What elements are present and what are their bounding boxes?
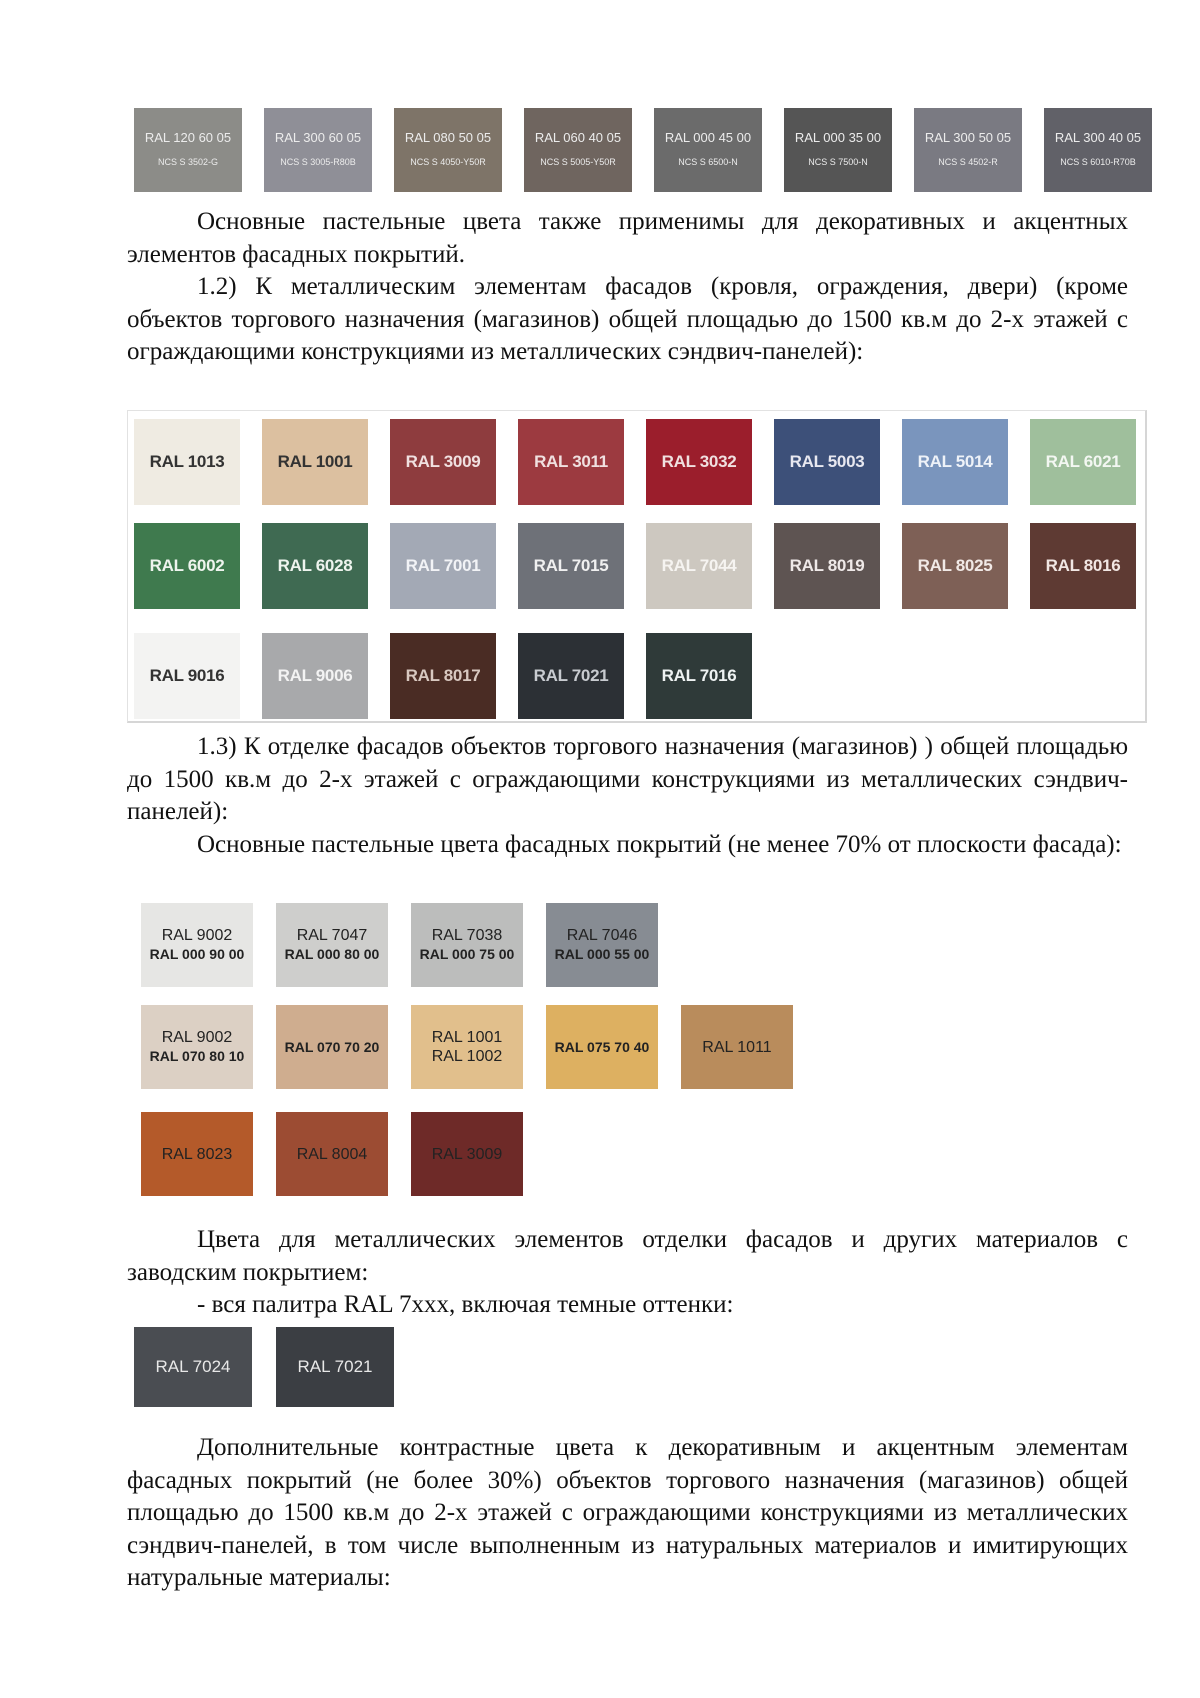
- color-swatch: RAL 3032: [646, 419, 752, 505]
- color-swatch: RAL 8019: [774, 523, 880, 609]
- swatch-label: RAL 9002: [161, 1029, 233, 1046]
- color-swatch: [134, 108, 242, 192]
- pastel-swatch-row: [141, 1112, 523, 1196]
- swatch-ncs-label: NCS S 3502-G: [157, 156, 219, 167]
- paragraph-text: 1.3) К отделке фасадов объектов торгового назначения (магазинов) ) общей площадью до 1500 кв.м до 2-х этажей с ограждающими конструкциями из металлических сэндвич-панелей):: [127, 733, 1128, 825]
- swatch-label: RAL 1001: [431, 1029, 503, 1046]
- color-swatch: [276, 1005, 388, 1089]
- color-swatch: [914, 108, 1022, 192]
- paragraph-text: Основные пастельные цвета фасадных покрытий (не менее 70% от плоскости фасада):: [197, 831, 1122, 858]
- swatch-label: RAL 8023: [161, 1145, 233, 1163]
- color-swatch: RAL 7001: [390, 523, 496, 609]
- color-swatch: RAL 7044: [646, 523, 752, 609]
- swatch-ral-label: RAL 000 35 00: [794, 129, 882, 145]
- swatch-label: RAL 8004: [296, 1145, 368, 1163]
- color-swatch: RAL 3009: [390, 419, 496, 505]
- paragraph-text: Цвета для металлических элементов отделки фасадов и других материалов с заводским покрытием:: [127, 1226, 1128, 1286]
- swatch-label: RAL 1011: [702, 1038, 772, 1056]
- swatch-ncs-label: NCS S 3005-R80B: [280, 156, 356, 167]
- color-swatch: RAL 7021: [518, 633, 624, 719]
- color-swatch: [264, 108, 372, 192]
- color-swatch: [411, 1112, 523, 1196]
- color-swatch: RAL 8016: [1030, 523, 1136, 609]
- swatch-ral-label: RAL 080 50 05: [404, 129, 492, 145]
- color-swatch: [546, 1005, 658, 1089]
- paragraph-text: Основные пастельные цвета также применимы для декоративных и акцентных элементов фасадных покрытий.: [127, 208, 1128, 268]
- color-swatch: RAL 5014: [902, 419, 1008, 505]
- color-swatch: RAL 6028: [262, 523, 368, 609]
- swatch-sublabel: RAL 000 75 00: [419, 946, 515, 962]
- color-swatch: RAL 7021: [276, 1327, 394, 1407]
- color-swatch: RAL 9016: [134, 633, 240, 719]
- color-swatch: RAL 6002: [134, 523, 240, 609]
- swatch-sublabel: RAL 1002: [431, 1048, 503, 1065]
- color-swatch: RAL 8025: [902, 523, 1008, 609]
- color-swatch: RAL 5003: [774, 419, 880, 505]
- color-swatch: RAL 1001: [262, 419, 368, 505]
- color-swatch: [411, 903, 523, 987]
- color-swatch: RAL 7016: [646, 633, 752, 719]
- swatch-sublabel: RAL 000 90 00: [149, 946, 245, 962]
- pastel-swatch-row: [141, 903, 658, 987]
- color-swatch: [784, 108, 892, 192]
- paragraph-pastel-note: [127, 206, 1128, 271]
- color-swatch: RAL 8017: [390, 633, 496, 719]
- paragraph-text: - вся палитра RAL 7ххх, включая темные оттенки:: [197, 1291, 734, 1318]
- metal-swatch-row: [134, 633, 752, 719]
- color-swatch: [141, 1005, 253, 1089]
- swatch-ncs-label: NCS S 6500-N: [678, 156, 738, 167]
- ral-ncs-swatch-row: [134, 108, 1152, 192]
- paragraph-pastel-main: [127, 829, 1128, 862]
- color-swatch: RAL 9006: [262, 633, 368, 719]
- color-swatch: RAL 7015: [518, 523, 624, 609]
- swatch-label: RAL 3009: [431, 1145, 503, 1163]
- swatch-ncs-label: NCS S 7500-N: [808, 156, 868, 167]
- swatch-label: RAL 9002: [161, 927, 233, 944]
- swatch-label: RAL 075 70 40: [554, 1038, 650, 1055]
- swatch-label: RAL 7047: [296, 927, 368, 944]
- paragraph-text: Дополнительные контрастные цвета к декоративным и акцентным элементам фасадных покрытий (не более 30%) объектов торгового назначения (магазинов) общей площадью до 1500 кв.м до 2-х этажей с ограждающими конструкциями из металлических сэндвич-панелей, в том числе выполненным из натуральных материалов и имитирующих натуральные материалы:: [127, 1434, 1128, 1591]
- swatch-ncs-label: NCS S 4502-R: [938, 156, 998, 167]
- paragraph-retail-facades: [127, 731, 1128, 829]
- color-swatch: [654, 108, 762, 192]
- metal-swatch-row: [134, 419, 1136, 505]
- color-swatch: [276, 903, 388, 987]
- paragraph-contrast-colors: [127, 1432, 1128, 1595]
- color-swatch: [524, 108, 632, 192]
- paragraph-metal-factory-coating: [127, 1224, 1128, 1289]
- color-swatch: [1044, 108, 1152, 192]
- swatch-sublabel: RAL 000 80 00: [284, 946, 380, 962]
- swatch-sublabel: RAL 000 55 00: [554, 946, 650, 962]
- color-swatch: RAL 1013: [134, 419, 240, 505]
- paragraph-metal-elements: [127, 271, 1128, 369]
- color-swatch: [276, 1112, 388, 1196]
- ral7-swatch-row: [134, 1327, 394, 1407]
- swatch-ncs-label: NCS S 6010-R70B: [1060, 156, 1136, 167]
- swatch-label: RAL 070 70 20: [284, 1038, 380, 1055]
- metal-swatch-row: [134, 523, 1136, 609]
- swatch-ral-label: RAL 300 40 05: [1054, 129, 1142, 145]
- swatch-label: RAL 7046: [566, 927, 638, 944]
- color-swatch: [141, 1112, 253, 1196]
- swatch-ral-label: RAL 120 60 05: [144, 129, 232, 145]
- swatch-label: RAL 7038: [431, 927, 503, 944]
- swatch-sublabel: RAL 070 80 10: [149, 1048, 245, 1064]
- swatch-ral-label: RAL 300 50 05: [924, 129, 1012, 145]
- color-swatch: [394, 108, 502, 192]
- swatch-ncs-label: NCS S 5005-Y50R: [540, 156, 616, 167]
- paragraph-text: 1.2) К металлическим элементам фасадов (кровля, ограждения, двери) (кроме объектов торгового назначения (магазинов) общей площадью до 1500 кв.м до 2-х этажей с ограждающими конструкциями из металлических сэндвич-панелей):: [127, 273, 1128, 365]
- color-swatch: RAL 3011: [518, 419, 624, 505]
- color-swatch: [141, 903, 253, 987]
- color-swatch: [546, 903, 658, 987]
- color-swatch: RAL 6021: [1030, 419, 1136, 505]
- color-swatch: RAL 7024: [134, 1327, 252, 1407]
- swatch-ral-label: RAL 000 45 00: [664, 129, 752, 145]
- paragraph-ral7-palette: [127, 1289, 1128, 1322]
- swatch-ral-label: RAL 060 40 05: [534, 129, 622, 145]
- color-swatch: [411, 1005, 523, 1089]
- swatch-ral-label: RAL 300 60 05: [274, 129, 362, 145]
- color-swatch: [681, 1005, 793, 1089]
- swatch-ncs-label: NCS S 4050-Y50R: [410, 156, 486, 167]
- pastel-swatch-row: [141, 1005, 793, 1089]
